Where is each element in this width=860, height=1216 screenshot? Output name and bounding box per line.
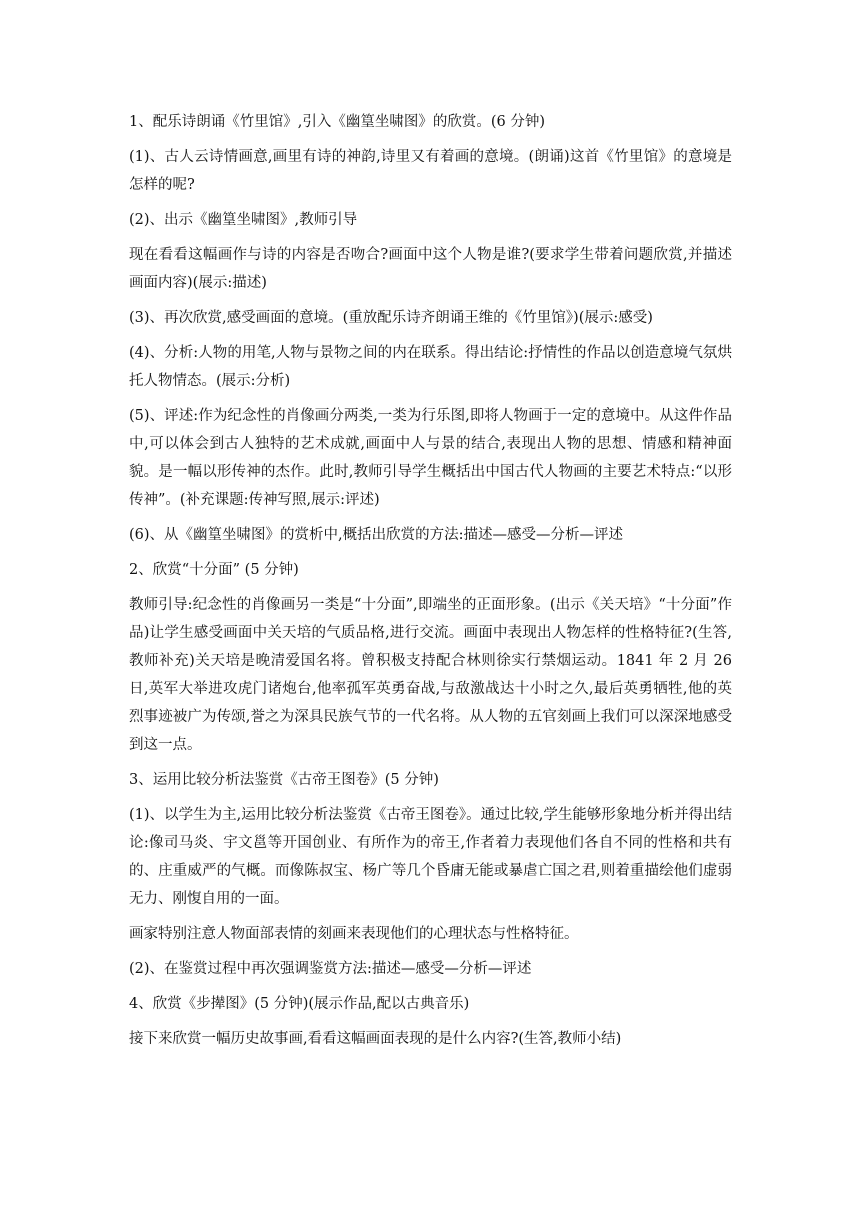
paragraph-3-1: (1)、以学生为主,运用比较分析法鉴赏《古帝王图卷》。通过比较,学生能够形象地分析并得出结论:像司马炎、宇文邕等开国创业、有所作为的帝王,作者着力表现他们各自不同的性格和共有的、庄重威严的气概。而像陈叔宝、杨广等几个昏庸无能或暴虐亡国之君,则着重描绘他们虚弱无力、刚愎自用的一面。	[129, 807, 732, 907]
paragraph-2-heading: 2、欣赏“十分面” (5 分钟)	[129, 562, 299, 578]
paragraph-4-body: 接下来欣赏一幅历史故事画,看看这幅画面表现的是什么内容?(生答,教师小结)	[129, 1031, 622, 1047]
paragraph-3-note: 画家特别注意人物面部表情的刻画来表现他们的心理状态与性格特征。	[129, 926, 579, 942]
document-body	[129, 108, 732, 1060]
paragraph-3-heading: 3、运用比较分析法鉴赏《古帝王图卷》(5 分钟)	[129, 772, 439, 788]
paragraph-4-heading: 4、欣赏《步撵图》(5 分钟)(展示作品,配以古典音乐)	[129, 996, 470, 1012]
paragraph-1-4: (4)、分析:人物的用笔,人物与景物之间的内在联系。得出结论:抒情性的作品以创造意境气氛烘托人物情态。(展示:分析)	[129, 345, 732, 389]
paragraph-1-6: (6)、从《幽篁坐啸图》的赏析中,概括出欣赏的方法:描述—感受—分析—评述	[129, 527, 624, 543]
paragraph-1-1: (1)、古人云诗情画意,画里有诗的神韵,诗里又有着画的意境。(朗诵)这首《竹里馆》的意境是怎样的呢?	[129, 149, 732, 193]
paragraph-3-2: (2)、在鉴赏过程中再次强调鉴赏方法:描述—感受—分析—评述	[129, 961, 532, 977]
paragraph-1-3: (3)、再次欣赏,感受画面的意境。(重放配乐诗齐朗诵王维的《竹里馆》)(展示:感受)	[129, 310, 653, 326]
paragraph-1-intro: 1、配乐诗朗诵《竹里馆》,引入《幽篁坐啸图》的欣赏。(6 分钟)	[129, 114, 545, 130]
paragraph-2-body: 教师引导:纪念性的肖像画另一类是“十分面”,即端坐的正面形象。(出示《关天培》“十分面”作品)让学生感受画面中关天培的气质品格,进行交流。画面中表现出人物怎样的性格特征?(生答,教师补充)关天培是晚清爱国名将。曾积极支持配合林则徐实行禁烟运动。1841 年 2 月 26 日,英军大举进攻虎门诸炮台,他率孤军英勇奋战,与敌激战达十小时之久,最后英勇牺牲,他的英烈事迹被广为传颂,誉之为深具民族气节的一代名将。从人物的五官刻画上我们可以深深地感受到这一点。	[129, 597, 732, 753]
paragraph-1-5: (5)、评述:作为纪念性的肖像画分两类,一类为行乐图,即将人物画于一定的意境中。从这件作品中,可以体会到古人独特的艺术成就,画面中人与景的结合,表现出人物的思想、情感和精神面貌。是一幅以形传神的杰作。此时,教师引导学生概括出中国古代人物画的主要艺术特点:“以形传神”。(补充课题:传神写照,展示:评述)	[129, 408, 732, 508]
paragraph-1-2-detail: 现在看看这幅画作与诗的内容是否吻合?画面中这个人物是谁?(要求学生带着问题欣赏,并描述画面内容)(展示:描述)	[129, 247, 732, 291]
paragraph-1-2: (2)、出示《幽篁坐啸图》,教师引导	[129, 212, 358, 228]
